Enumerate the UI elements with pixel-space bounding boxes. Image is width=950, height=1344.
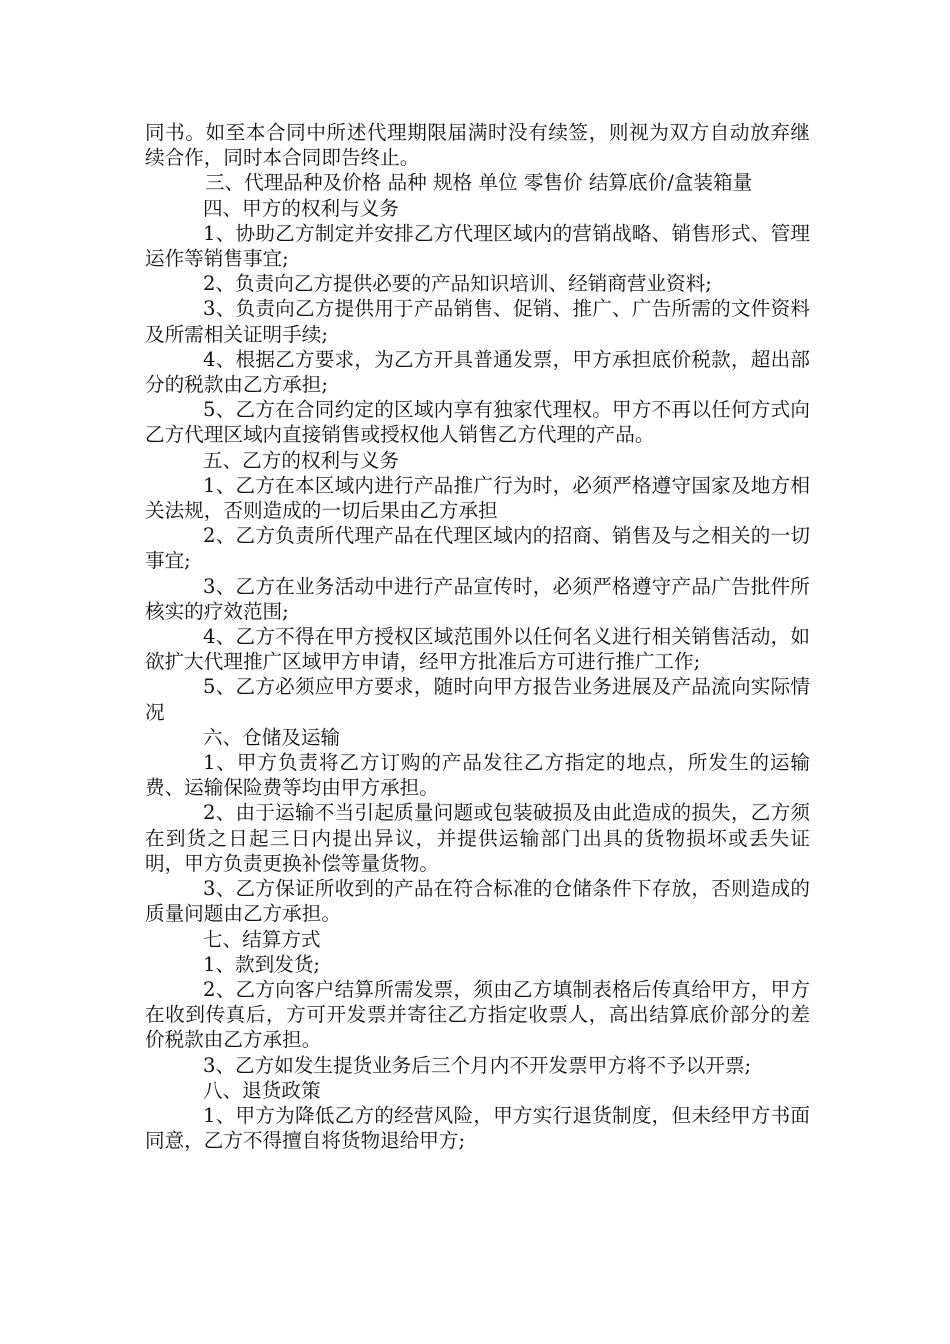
paragraph: 2、由于运输不当引起质量问题或包装破损及由此造成的损失，乙方须在到货之日起三日内提出异议，并提供运输部门出具的货物损坏或丢失证明，甲方负责更换补偿等量货物。 — [145, 801, 810, 875]
section-heading: 五、乙方的权利与义务 — [203, 448, 399, 472]
paragraph: 3、负责向乙方提供用于产品销售、促销、推广、广告所需的文件资料及所需相关证明手续; — [145, 297, 810, 346]
section-heading: 四、甲方的权利与义务 — [203, 196, 399, 220]
paragraph: 1、甲方负责将乙方订购的产品发往乙方指定的地点，所发生的运输费、运输保险费等均由甲方承担。 — [145, 751, 810, 800]
paragraph: 5、乙方必须应甲方要求，随时向甲方报告业务进展及产品流向实际情况 — [145, 675, 810, 724]
paragraph: 同书。如至本合同中所述代理期限届满时没有续签，则视为双方自动放弃继续合作，同时本合同即告终止。 — [145, 121, 810, 170]
paragraph: 1、甲方为降低乙方的经营风险，甲方实行退货制度，但未经甲方书面同意，乙方不得擅自将货物退给甲方; — [145, 1103, 810, 1153]
section-heading: 八、退货政策 — [203, 1078, 321, 1102]
paragraph: 4、乙方不得在甲方授权区域范围外以任何名义进行相关销售活动，如欲扩大代理推广区域甲方申请，经甲方批准后方可进行推广工作; — [145, 625, 810, 674]
paragraph: 3、乙方如发生提货业务后三个月内不开发票甲方将不予以开票; — [203, 1053, 752, 1077]
paragraph: 1、协助乙方制定并安排乙方代理区域内的营销战略、销售形式、管理运作等销售事宜; — [145, 221, 810, 271]
section-heading: 六、仓储及运输 — [203, 725, 341, 749]
paragraph: 2、负责向乙方提供必要的产品知识培训、经销商营业资料; — [203, 272, 712, 296]
paragraph: 1、款到发货; — [203, 952, 321, 976]
paragraph: 2、乙方负责所代理产品在代理区域内的招商、销售及与之相关的一切事宜; — [145, 524, 810, 573]
paragraph: 1、乙方在本区域内进行产品推广行为时，必须严格遵守国家及地方相关法规，否则造成的一切后果由乙方承担 — [145, 473, 810, 523]
paragraph: 2、乙方向客户结算所需发票，须由乙方填制表格后传真给甲方，甲方在收到传真后，方可开发票并寄往乙方指定收票人，高出结算底价部分的差价税款由乙方承担。 — [145, 977, 810, 1052]
section-heading: 三、代理品种及价格 品种 规格 单位 零售价 结算底价/盒装箱量 — [205, 171, 753, 195]
paragraph: 5、乙方在合同约定的区域内享有独家代理权。甲方不再以任何方式向乙方代理区域内直接销售或授权他人销售乙方代理的产品。 — [145, 398, 810, 447]
section-heading: 七、结算方式 — [203, 927, 321, 951]
paragraph: 3、乙方保证所收到的产品在符合标准的仓储条件下存放，否则造成的质量问题由乙方承担。 — [145, 877, 810, 926]
document-page — [145, 120, 810, 1153]
paragraph: 4、根据乙方要求，为乙方开具普通发票，甲方承担底价税款，超出部分的税款由乙方承担; — [145, 347, 810, 397]
paragraph: 3、乙方在业务活动中进行产品宣传时，必须严格遵守产品广告批件所核实的疗效范围; — [145, 574, 810, 623]
